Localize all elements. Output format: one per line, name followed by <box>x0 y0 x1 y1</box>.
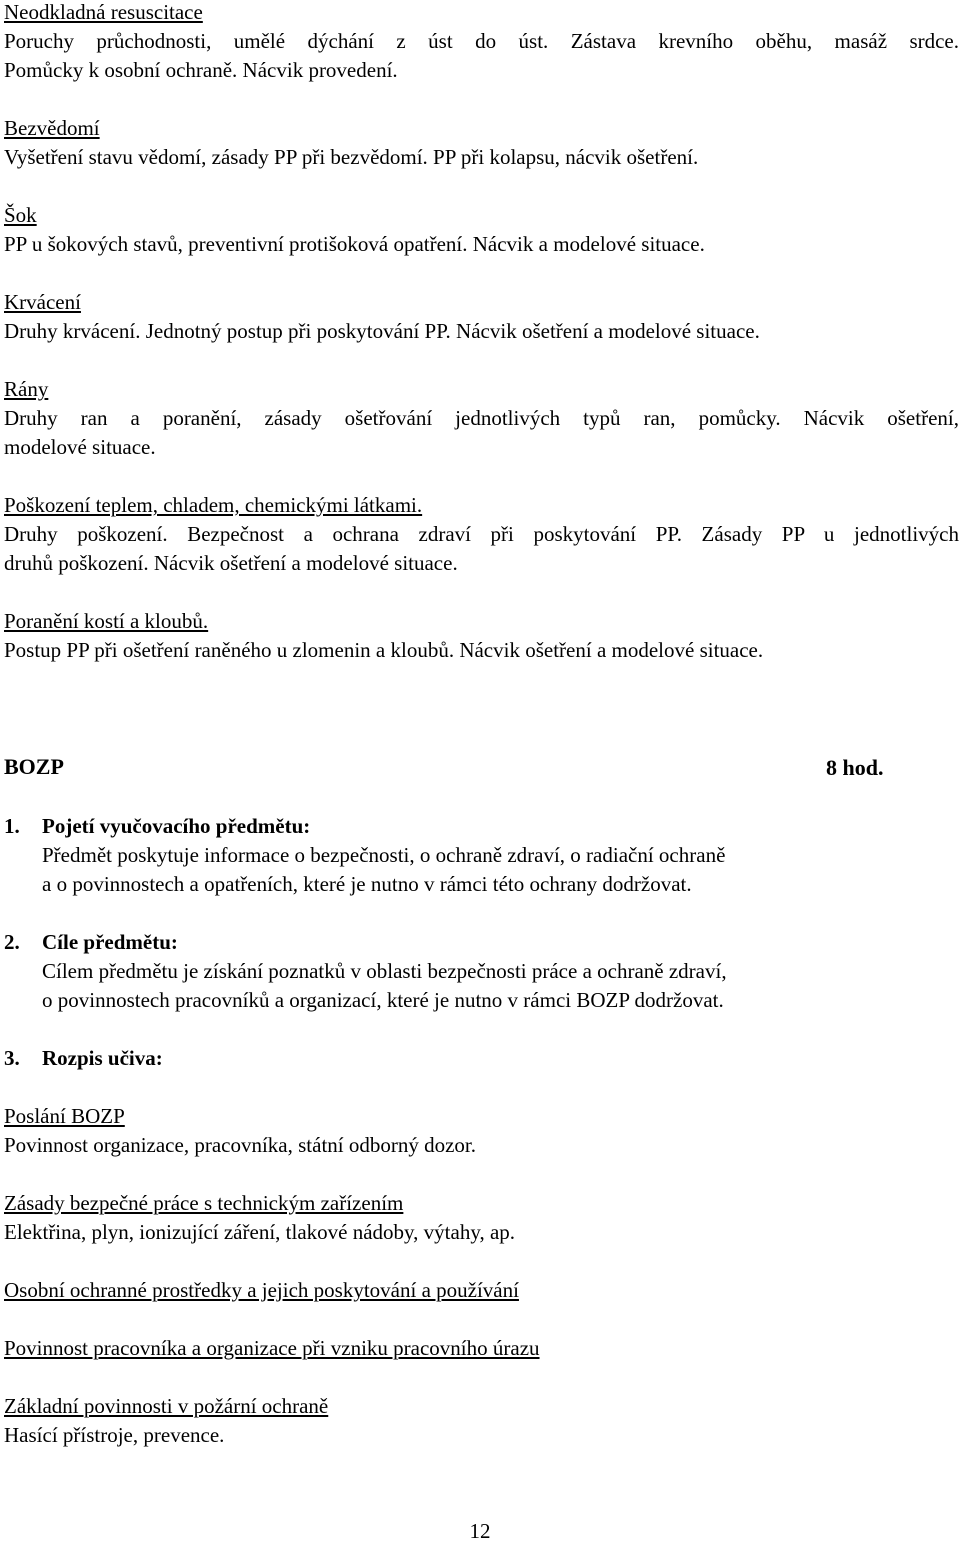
point-text: Předmět poskytuje informace o bezpečnosti, o ochraně zdraví, o radiační ochraně <box>42 843 726 867</box>
point-number: 1. <box>4 814 20 838</box>
point-title: Rozpis učiva: <box>42 1046 163 1070</box>
section-heading: Krvácení <box>4 290 81 314</box>
section-text: Povinnost organizace, pracovníka, státní odborný dozor. <box>4 1133 477 1157</box>
section-heading: Bezvědomí <box>4 116 100 140</box>
point-text: Cílem předmětu je získání poznatků v oblasti bezpečnosti práce a ochraně zdraví, <box>42 959 727 983</box>
section-heading: Poškození teplem, chladem, chemickými látkami. <box>4 493 423 517</box>
section-text: Druhy ran a poranění, zásady ošetřování jednotlivých typů ran, pomůcky. Nácvik ošetření, <box>4 406 959 430</box>
section-heading: Poslání BOZP <box>4 1104 125 1128</box>
point-title: Cíle předmětu: <box>42 930 178 954</box>
section-heading: Povinnost pracovníka a organizace při vzniku pracovního úrazu <box>4 1336 540 1360</box>
section-heading: Osobní ochranné prostředky a jejich poskytování a používání <box>4 1278 519 1302</box>
section-text: Postup PP při ošetření raněného u zlomenin a kloubů. Nácvik ošetření a modelové situace. <box>4 638 764 662</box>
section-text: Pomůcky k osobní ochraně. Nácvik provedení. <box>4 58 398 82</box>
subject-title: BOZP <box>4 754 64 779</box>
page-number: 12 <box>469 1519 491 1543</box>
point-number: 3. <box>4 1046 20 1070</box>
section-text: Elektřina, plyn, ionizující záření, tlakové nádoby, výtahy, ap. <box>4 1220 516 1244</box>
point-number: 2. <box>4 930 20 954</box>
section-text: Poruchy průchodnosti, umělé dýchání z úst do úst. Zástava krevního oběhu, masáž srdce. <box>4 29 959 53</box>
section-text: Vyšetření stavu vědomí, zásady PP při bezvědomí. PP při kolapsu, nácvik ošetření. <box>4 145 699 169</box>
section-text: Druhy krvácení. Jednotný postup při poskytování PP. Nácvik ošetření a modelové situace. <box>4 319 760 343</box>
section-text: Druhy poškození. Bezpečnost a ochrana zdraví při poskytování PP. Zásady PP u jednotlivých <box>4 522 959 546</box>
section-text: PP u šokových stavů, preventivní protišoková opatření. Nácvik a modelové situace. <box>4 232 705 256</box>
section-heading: Rány <box>4 377 49 401</box>
section-heading: Poranění kostí a kloubů. <box>4 609 209 633</box>
section-text: druhů poškození. Nácvik ošetření a modelové situace. <box>4 551 458 575</box>
point-text: a o povinnostech a opatřeních, které je nutno v rámci této ochrany dodržovat. <box>42 872 692 896</box>
point-title: Pojetí vyučovacího předmětu: <box>42 814 311 838</box>
section-heading: Neodkladná resuscitace <box>4 0 203 24</box>
section-heading: Šok <box>4 203 37 227</box>
section-text: Hasící přístroje, prevence. <box>4 1423 225 1447</box>
section-heading: Základní povinnosti v požární ochraně <box>4 1394 329 1418</box>
point-text: o povinnostech pracovníků a organizací, které je nutno v rámci BOZP dodržovat. <box>42 988 724 1012</box>
section-text: modelové situace. <box>4 435 156 459</box>
subject-hours: 8 hod. <box>826 755 884 780</box>
section-heading: Zásady bezpečné práce s technickým zařízením <box>4 1191 404 1215</box>
